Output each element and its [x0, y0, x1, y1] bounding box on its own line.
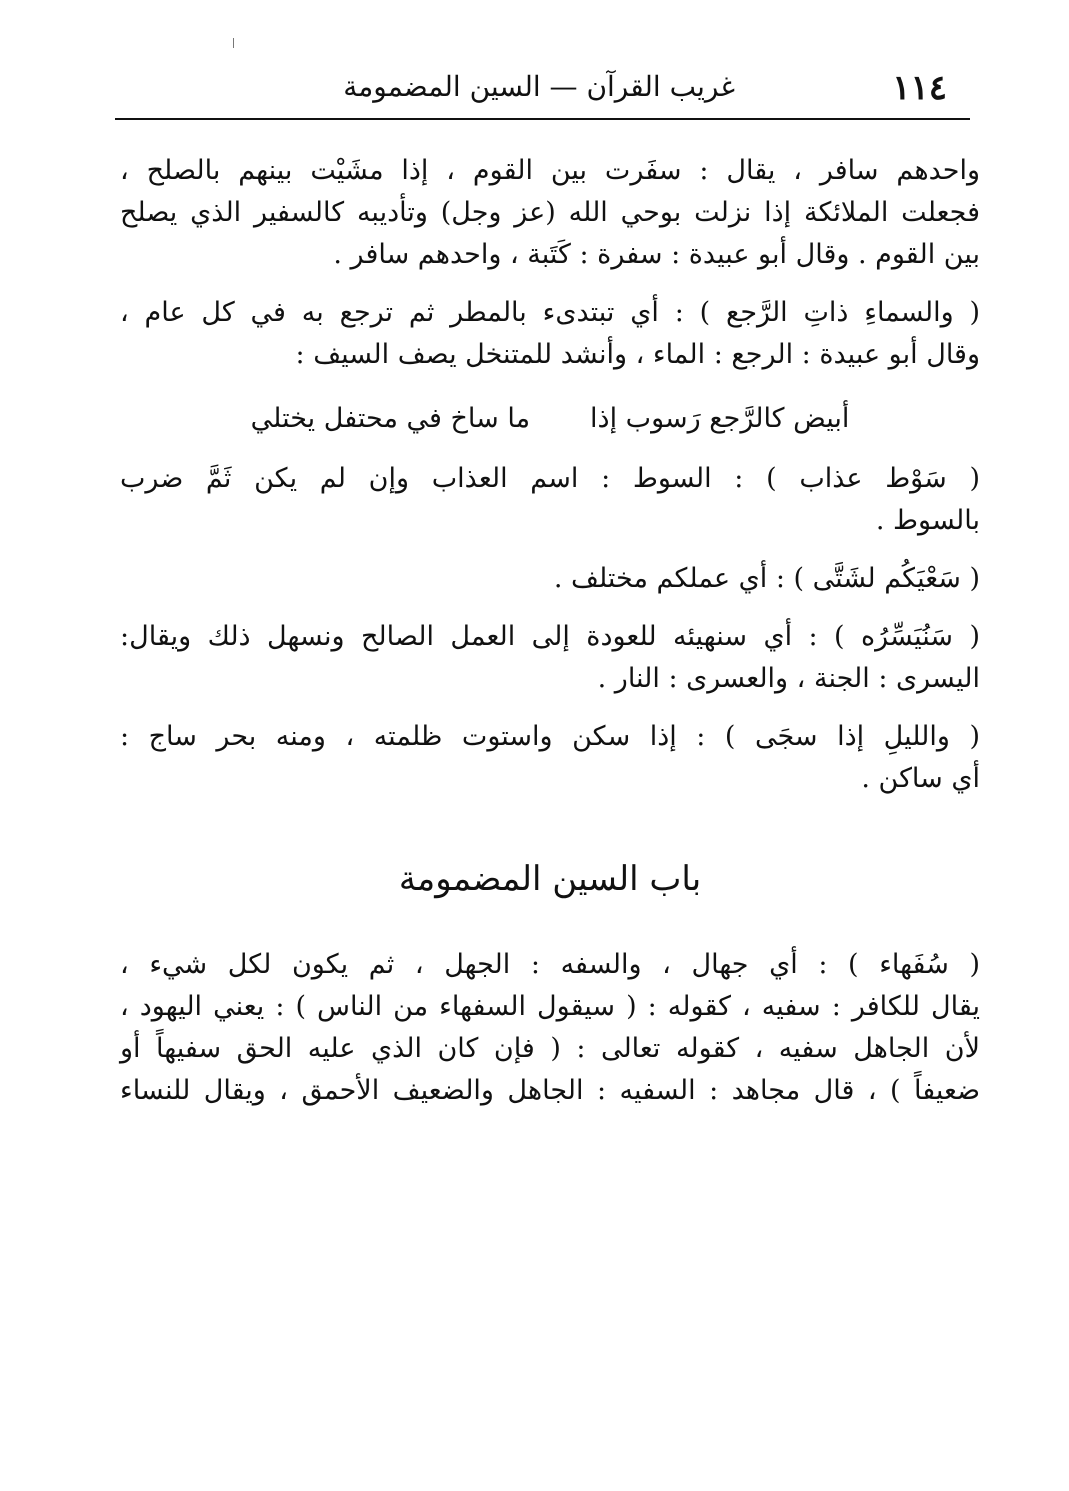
paragraph — [120, 458, 980, 542]
body-text — [120, 150, 980, 1128]
section-heading: باب السين المضمومة — [398, 859, 702, 899]
page-number: ١١٤ — [892, 68, 947, 108]
paragraph — [120, 558, 980, 600]
text-line: وقال أبو عبيدة : الرجع : الماء ، وأنشد للمتنخل يصف السيف : — [295, 339, 980, 370]
paragraph — [120, 944, 980, 1112]
text-line: ( سُفَهاء ) : أي جهال ، والسفه : الجهل ، ثم يكون لكل شيء ، — [120, 949, 980, 980]
verse-hemistich-first: أبيض كالرَّجع رَسوب إذا — [590, 403, 850, 434]
running-title: غريب القرآن — السين المضمومة — [343, 70, 735, 103]
text-line: ( سَنُيَسِّرُه ) : أي سنهيئه للعودة إلى العمل الصالح ونسهل ذلك ويقال: — [120, 621, 980, 652]
text-line: فجعلت الملائكة إذا نزلت بوحي الله (عز وجل) وتأديبه كالسفير الذي يصلح — [120, 197, 980, 228]
paragraph — [120, 292, 980, 376]
paragraph — [120, 150, 980, 276]
text-line: ( سَعْيَكُم لشَتَّى ) : أي عملكم مختلف . — [553, 563, 980, 594]
poetry-verse — [120, 398, 980, 440]
verse-hemistich-second: ما ساخ في محتفل يختلي — [250, 403, 531, 434]
paragraph — [120, 616, 980, 700]
page-header — [115, 60, 955, 120]
text-line: أي ساكن . — [861, 763, 980, 794]
text-line: ( سَوْط عذاب ) : السوط : اسم العذاب وإن لم يكن ثَمَّ ضرب — [120, 463, 980, 494]
margin-mark — [233, 38, 234, 48]
text-line: يقال للكافر : سفيه ، كقوله : ( سيقول السفهاء من الناس ) : يعني اليهود ، — [120, 991, 980, 1022]
text-line: ( والسماءِ ذاتِ الرَّجع ) : أي تبتدىء بالمطر ثم ترجع به في كل عام ، — [120, 297, 980, 328]
text-line: بالسوط . — [875, 505, 980, 536]
text-line: ضعيفاً ) ، قال مجاهد : السفيه : الجاهل والضعيف الأحمق ، ويقال للنساء — [120, 1075, 980, 1106]
text-line: ( والليلِ إذا سجَى ) : إذا سكن واستوت ظلمته ، ومنه بحر ساج : — [120, 721, 980, 752]
paragraph — [120, 716, 980, 800]
text-line: بين القوم . وقال أبو عبيدة : سفرة : كَتَبة ، واحدهم سافر . — [333, 239, 980, 270]
text-line: واحدهم سافر ، يقال : سفَرت بين القوم ، إذا مشَيْت بينهم بالصلح ، — [120, 155, 980, 186]
text-line: لأن الجاهل سفيه ، كقوله تعالى : ( فإن كان الذي عليه الحق سفيهاً أو — [120, 1033, 980, 1064]
header-rule — [115, 118, 970, 120]
text-line: اليسرى : الجنة ، والعسرى : النار . — [597, 663, 980, 694]
